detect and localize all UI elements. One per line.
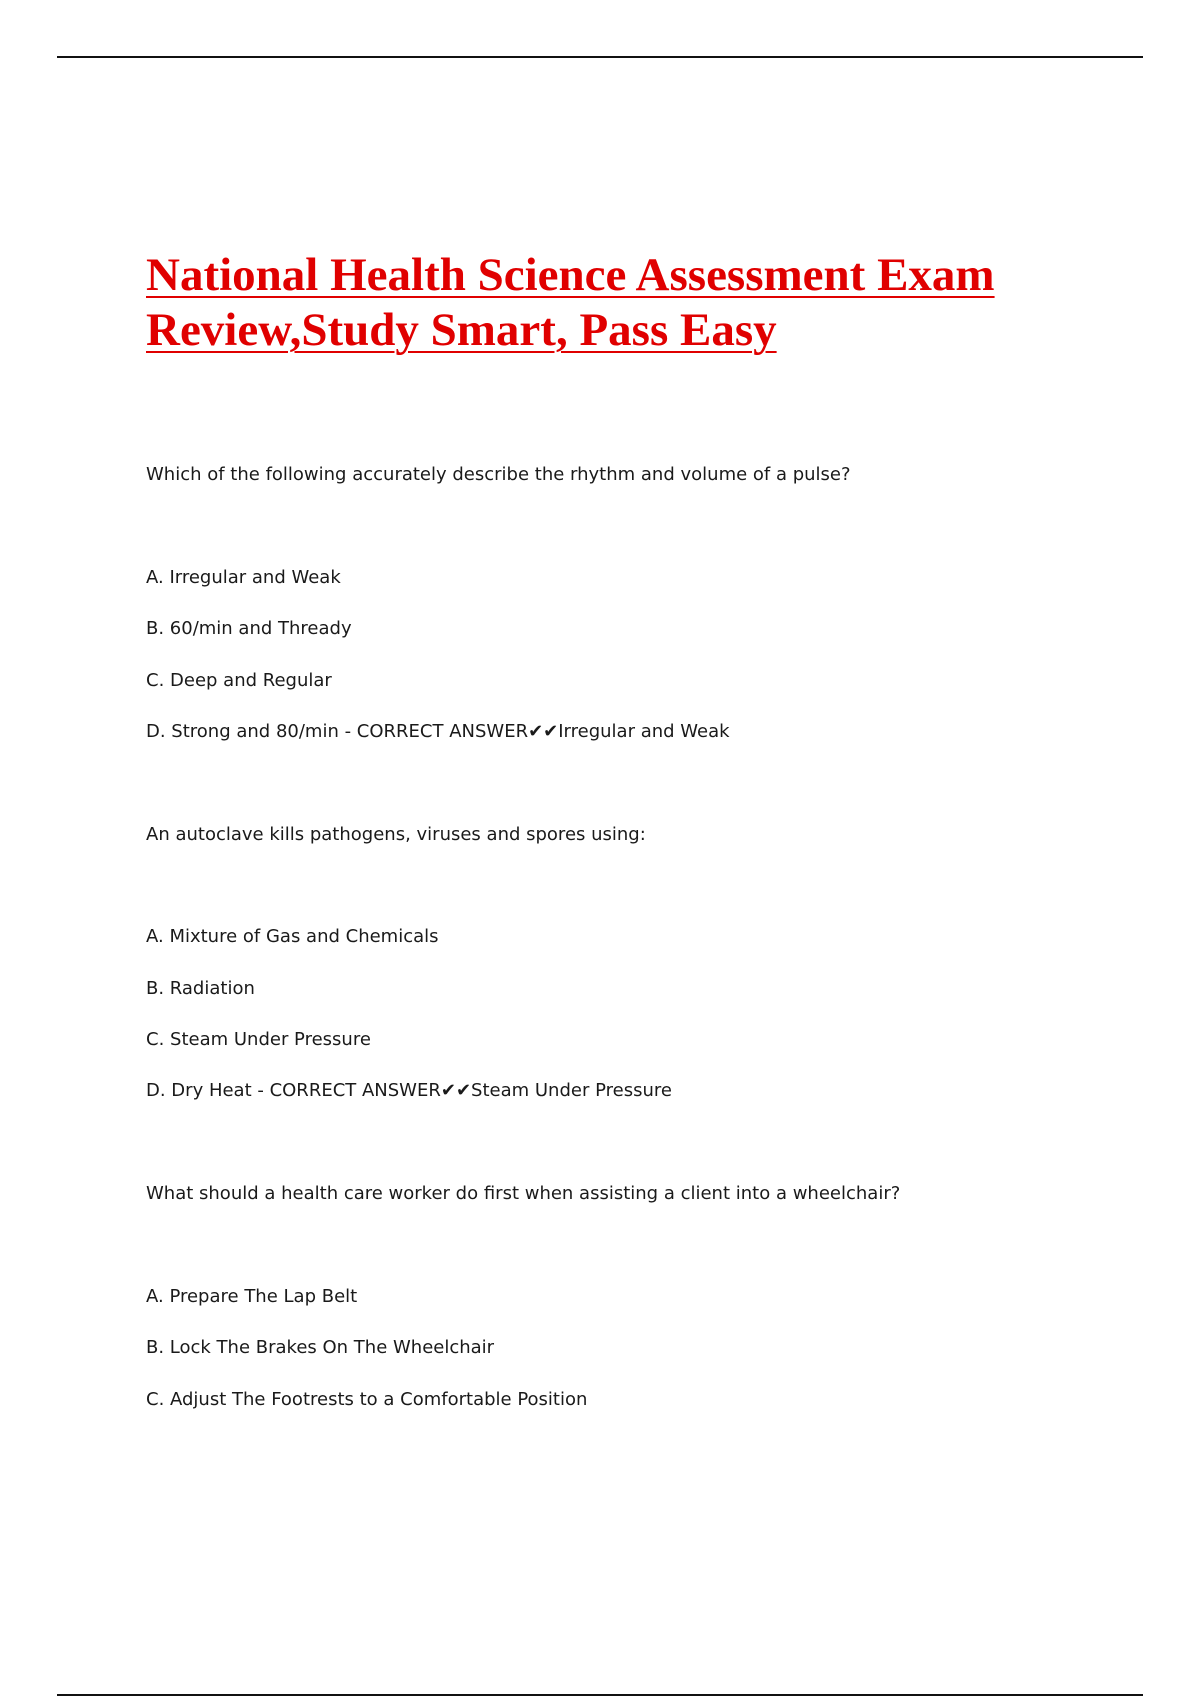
question-2-option-b: B. Radiation <box>146 978 255 999</box>
question-3-option-b: B. Lock The Brakes On The Wheelchair <box>146 1337 495 1358</box>
header-rule <box>57 56 1143 58</box>
question-1-text: Which of the following accurately describe the rhythm and volume of a pulse? <box>146 464 851 485</box>
question-1-option-b: B. 60/min and Thready <box>146 618 352 639</box>
question-2-option-a: A. Mixture of Gas and Chemicals <box>146 926 439 947</box>
title-line-1: National Health Science Assessment Exam <box>146 249 995 301</box>
question-2-option-c: C. Steam Under Pressure <box>146 1029 371 1050</box>
question-3-option-c: C. Adjust The Footrests to a Comfortable Position <box>146 1389 588 1410</box>
question-2-text: An autoclave kills pathogens, viruses and spores using: <box>146 824 646 845</box>
document-title <box>146 248 1126 358</box>
footer-rule <box>57 1694 1143 1696</box>
question-3-option-a: A. Prepare The Lap Belt <box>146 1286 358 1307</box>
question-3-text: What should a health care worker do first when assisting a client into a wheelchair? <box>146 1183 901 1204</box>
question-1-option-d-answer: D. Strong and 80/min - CORRECT ANSWER✔✔Irregular and Weak <box>146 721 730 742</box>
question-1-option-a: A. Irregular and Weak <box>146 567 341 588</box>
question-2-option-d-answer: D. Dry Heat - CORRECT ANSWER✔✔Steam Under Pressure <box>146 1080 672 1101</box>
title-line-2: Review,Study Smart, Pass Easy <box>146 304 777 356</box>
question-1-option-c: C. Deep and Regular <box>146 670 332 691</box>
